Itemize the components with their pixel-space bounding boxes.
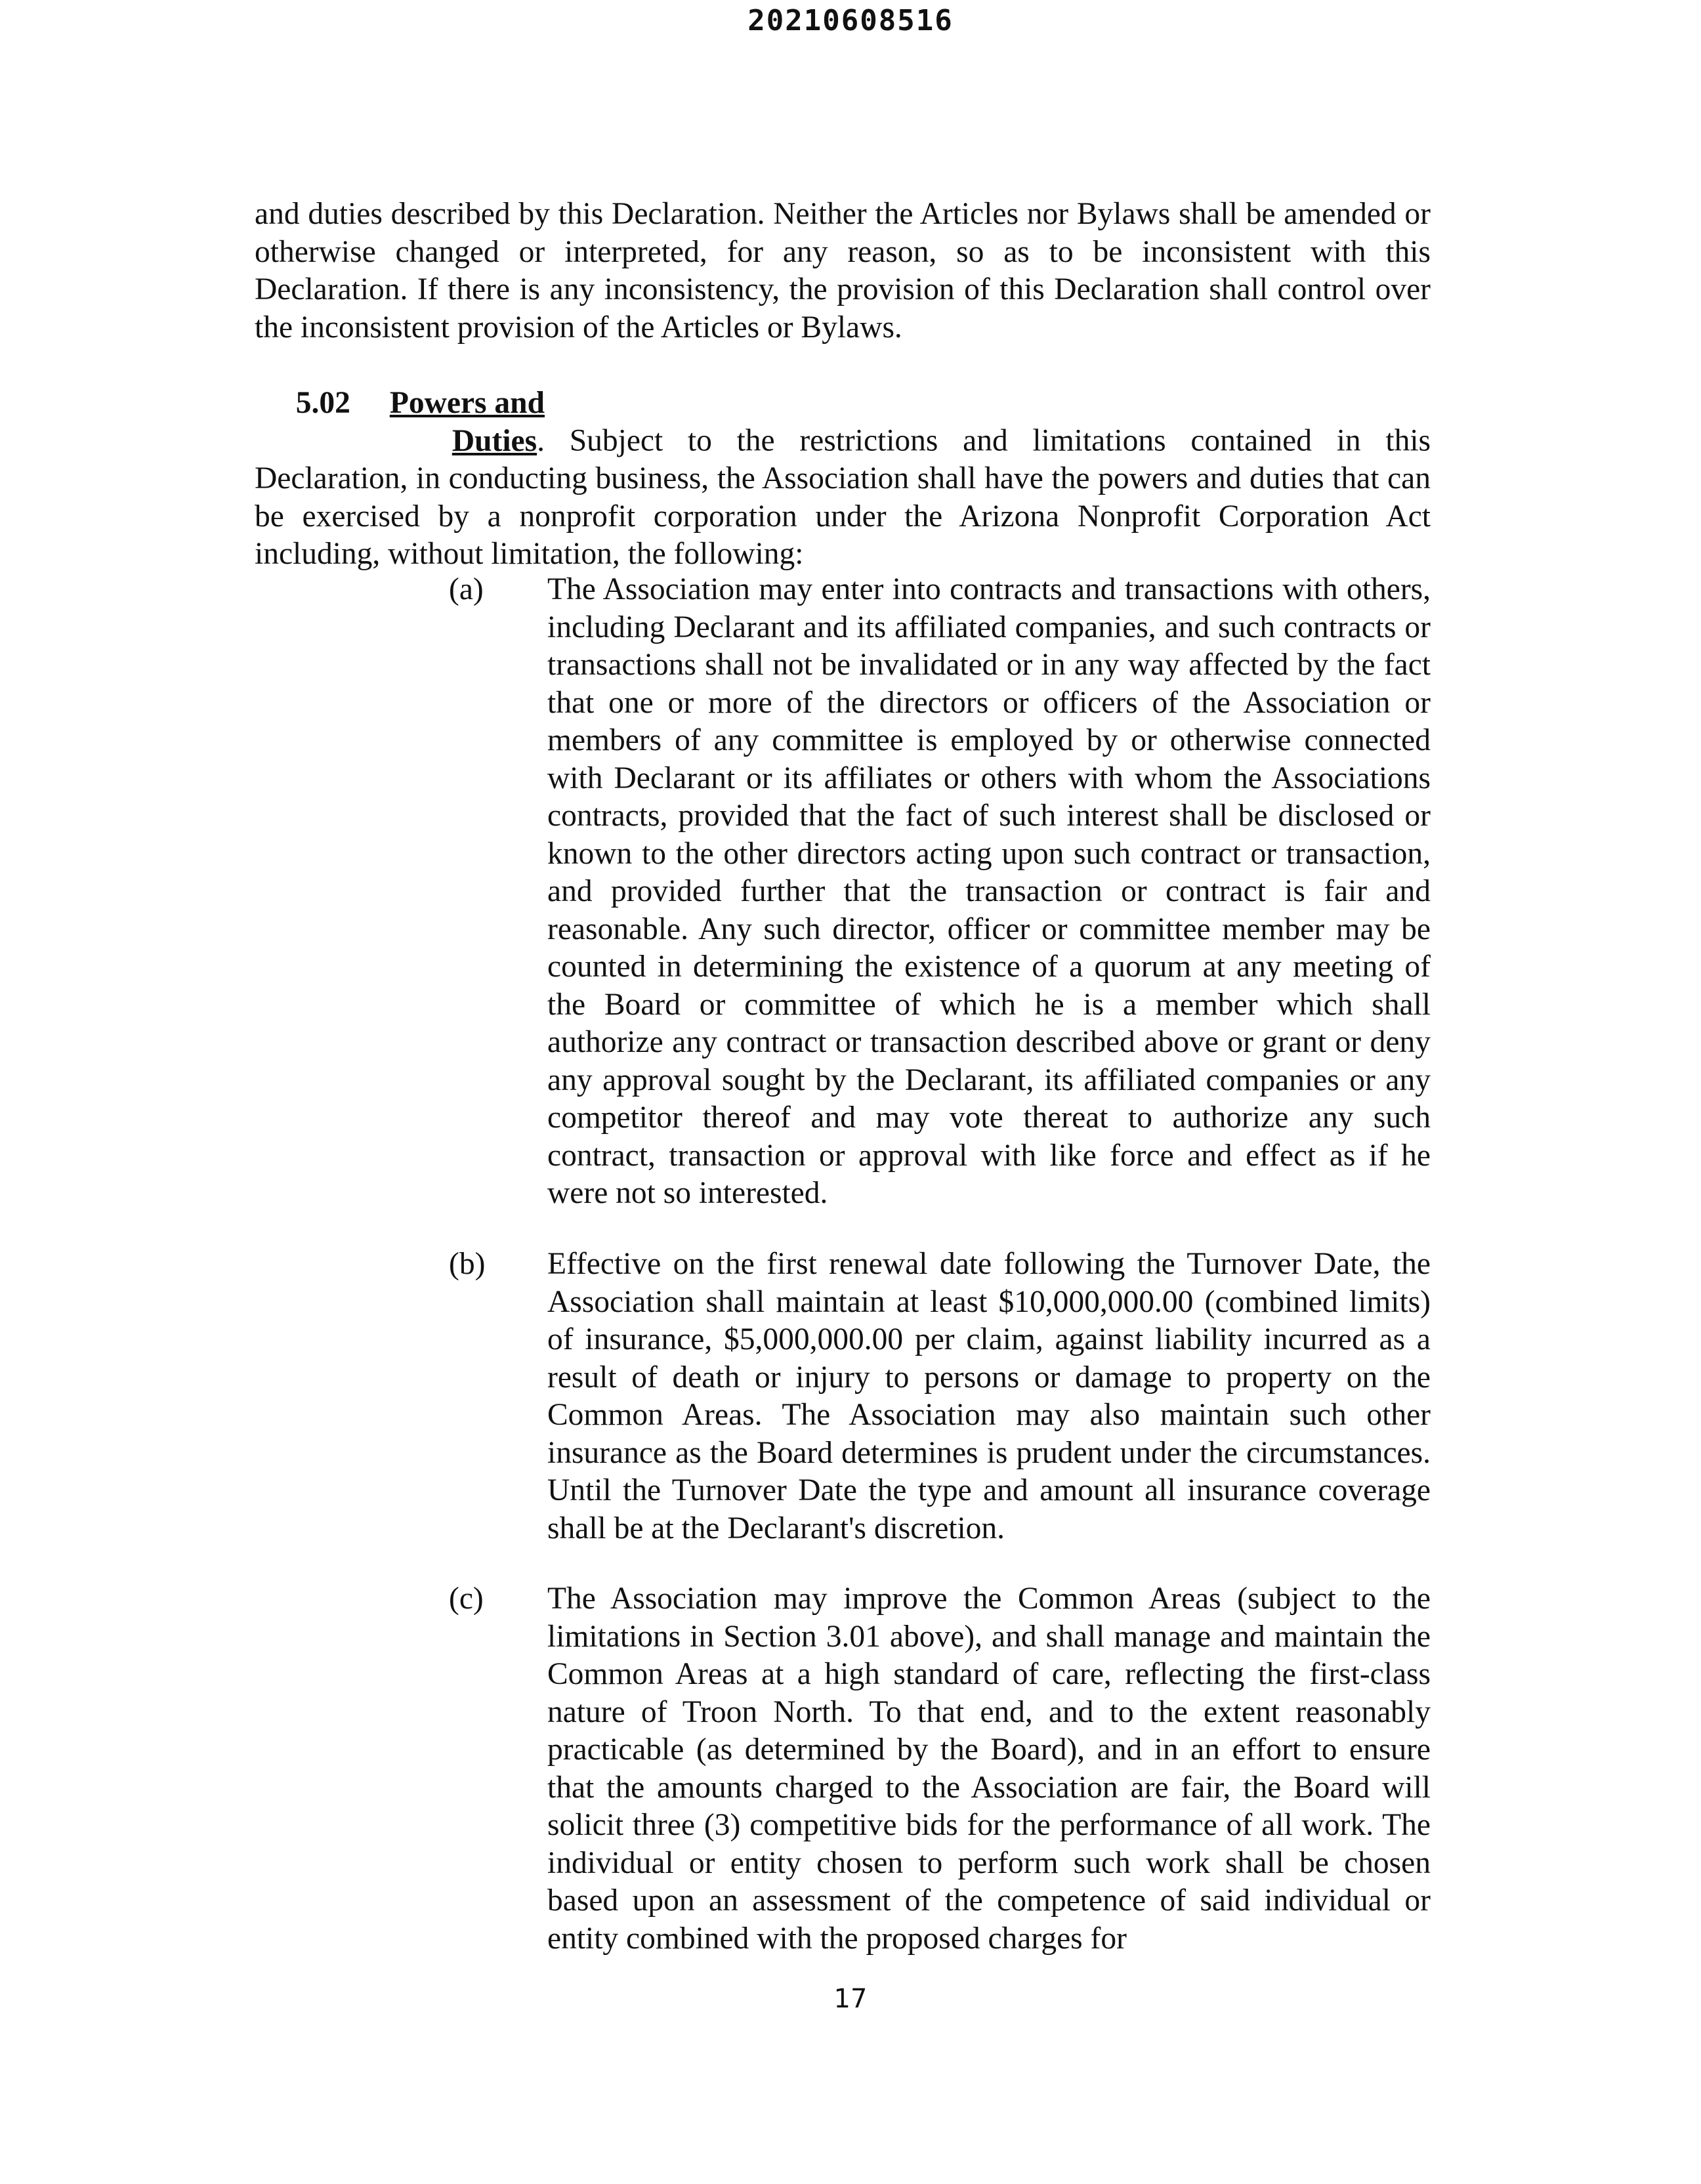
list-item-text: Effective on the first renewal date following the Turnover Date, the Association shall maintain at least $10,000,000.00 (combined limits) of insurance, $5,000,000.00 per claim, against liability incurred as a result of death or injury to persons or damage to property on the Common Areas. The Association may also maintain such other insurance as the Board determines is prudent under the circumstances. Until the Turnover Date the type and amount all insurance coverage shall be at the Declarant's discretion.: [547, 1247, 1431, 1545]
list-item-label: (c): [449, 1582, 484, 1616]
section-body: Subject to the restrictions and limitations contained in this Declaration, in conducting business, the Association shall have the powers and duties that can be exercised by a nonprofit corporation under the Arizona Nonprofit Corporation Act including, without limitation, the following:: [255, 423, 1431, 571]
list-item-label: (b): [449, 1247, 486, 1281]
section-title: Powers and Duties: [389, 386, 545, 458]
section-heading: [255, 385, 545, 460]
continuation-paragraph: and duties described by this Declaration. Neither the Articles nor Bylaws shall be amended or otherwise changed or interpreted, for any reason, so as to be inconsistent with this Declaration. If there is any inconsistency, the provision of this Declaration shall control over the inconsistent provision of the Articles or Bylaws.: [255, 197, 1431, 345]
list-item-text: The Association may improve the Common Areas (subject to the limitations in Section 3.01 above), and shall manage and maintain the Common Areas at a high standard of care, reflecting the first-class nature of Troon North. To that end, and to the extent reasonably practicable (as determined by the Board), and in an effort to ensure that the amounts charged to the Association are fair, the Board will solicit three (3) competitive bids for the performance of all work. The individual or entity chosen to perform such work shall be chosen based upon an assessment of the competence of said individual or entity combined with the proposed charges for: [547, 1582, 1431, 1956]
list-item-label: (a): [449, 572, 484, 606]
section-title-punct: .: [537, 423, 545, 458]
section-number: 5.02: [295, 386, 350, 420]
document-number: 20210608516: [747, 4, 954, 37]
section-paragraph: [255, 385, 1431, 574]
list-item-text: The Association may enter into contracts and transactions with others, including Declarant and its affiliated companies, and such contracts or transactions shall not be invalidated or in any way affected by the fact that one or more of the directors or officers of the Association or members of any committee is employed by or otherwise connected with Declarant or its affiliates or others with whom the Associations contracts, provided that the fact of such interest shall be disclosed or known to the other directors acting upon such contract or transaction, and provided further that the transaction or contract is fair and reasonable. Any such director, officer or committee member may be counted in determining the existence of a quorum at any meeting of the Board or committee of which he is a member which shall authorize any contract or transaction described above or grant or deny any approval sought by the Declarant, its affiliated companies or any competitor thereof and may vote thereat to authorize any such contract, transaction or approval with like force and effect as if he were not so interested.: [547, 572, 1431, 1210]
page-number: 17: [833, 1984, 868, 2014]
